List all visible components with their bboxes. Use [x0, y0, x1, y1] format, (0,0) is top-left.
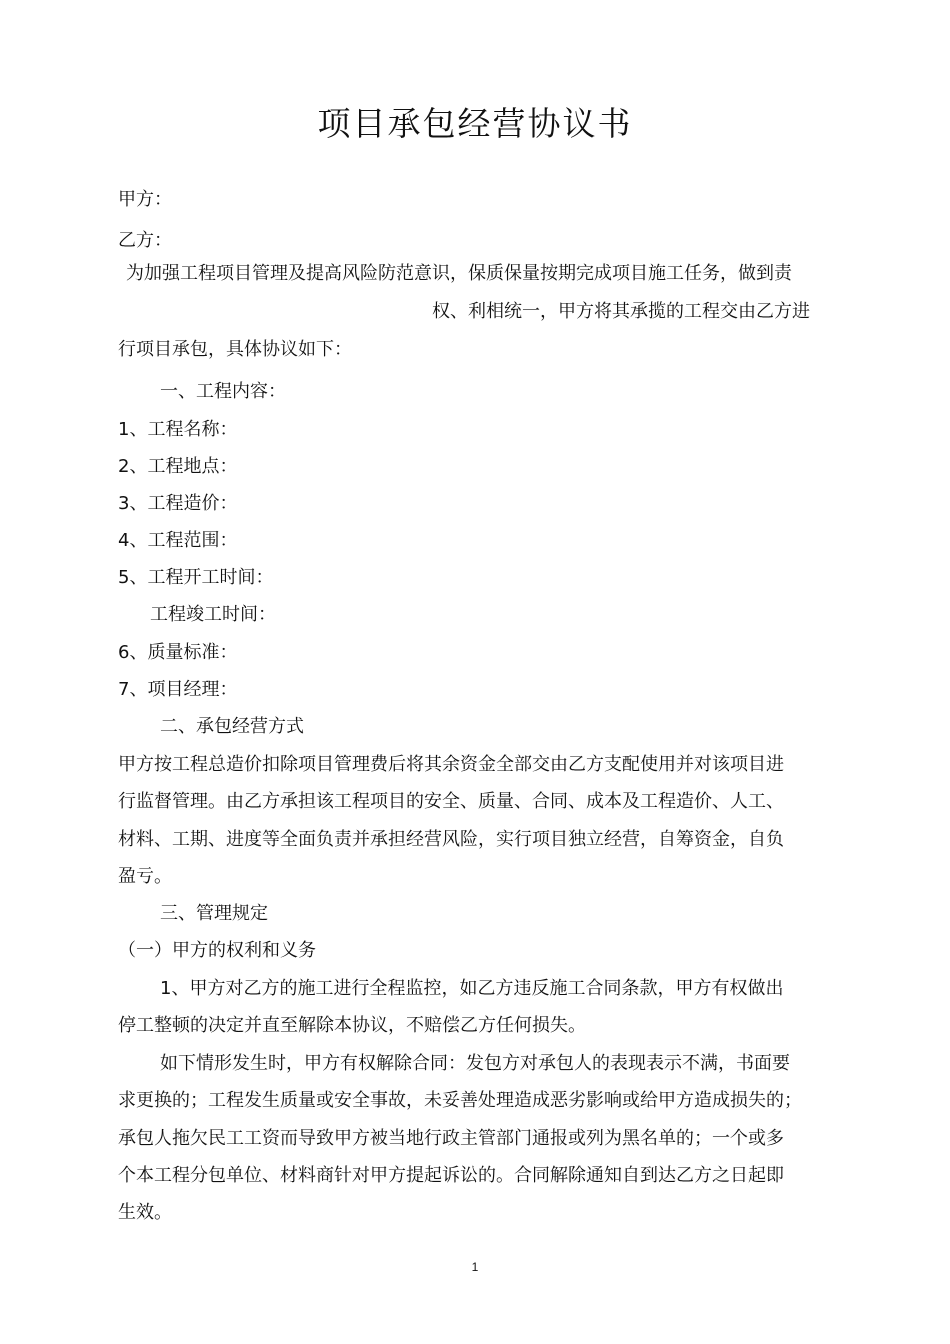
paragraph-line: 1、甲方对乙方的施工进行全程监控，如乙方违反施工合同条款，甲方有权做出: [160, 978, 784, 999]
paragraph-line: 个本工程分包单位、材料商针对甲方提起诉讼的。合同解除通知自到达乙方之日起即: [118, 1165, 784, 1186]
paragraph-line: 如下情形发生时，甲方有权解除合同：发包方对承包人的表现表示不满，书面要: [160, 1053, 790, 1074]
document-title: 项目承包经营协议书: [317, 104, 633, 143]
paragraph-line: 承包人拖欠民工工资而导致甲方被当地行政主管部门通报或列为黑名单的；一个或多: [118, 1128, 784, 1149]
subsection-heading: （一）甲方的权利和义务: [118, 940, 316, 961]
intro-line: 行项目承包，具体协议如下：: [118, 339, 352, 360]
list-item: 2、工程地点：: [118, 456, 238, 477]
paragraph-line: 材料、工期、进度等全面负责并承担经营风险，实行项目独立经营，自筹资金，自负: [118, 829, 784, 850]
list-item: 7、项目经理：: [118, 679, 238, 700]
section-heading: 二、承包经营方式: [160, 716, 304, 737]
list-item: 4、工程范围：: [118, 530, 238, 551]
section-heading: 一、工程内容：: [160, 381, 286, 402]
paragraph-line: 停工整顿的决定并直至解除本协议，不赔偿乙方任何损失。: [118, 1015, 586, 1036]
paragraph-line: 甲方按工程总造价扣除项目管理费后将其余资金全部交由乙方支配使用并对该项目进: [118, 754, 784, 775]
page-number: 1: [471, 1260, 479, 1274]
list-item: 1、工程名称：: [118, 419, 238, 440]
list-item: 工程竣工时间：: [150, 604, 276, 625]
paragraph-line: 求更换的；工程发生质量或安全事故，未妥善处理造成恶劣影响或给甲方造成损失的；: [118, 1090, 802, 1111]
list-item: 3、工程造价：: [118, 493, 238, 514]
party-b-label: 乙方：: [118, 230, 172, 251]
party-a-label: 甲方：: [118, 189, 172, 210]
list-item: 6、质量标准：: [118, 642, 238, 663]
intro-line: 权、利相统一，甲方将其承揽的工程交由乙方进: [432, 301, 810, 322]
paragraph-line: 行监督管理。由乙方承担该工程项目的安全、质量、合同、成本及工程造价、人工、: [118, 791, 784, 812]
paragraph-line: 生效。: [118, 1202, 172, 1223]
intro-line: 为加强工程项目管理及提高风险防范意识，保质保量按期完成项目施工任务，做到责: [126, 263, 792, 284]
list-item: 5、工程开工时间：: [118, 567, 274, 588]
paragraph-line: 盈亏。: [118, 866, 172, 887]
section-heading: 三、管理规定: [160, 903, 268, 924]
